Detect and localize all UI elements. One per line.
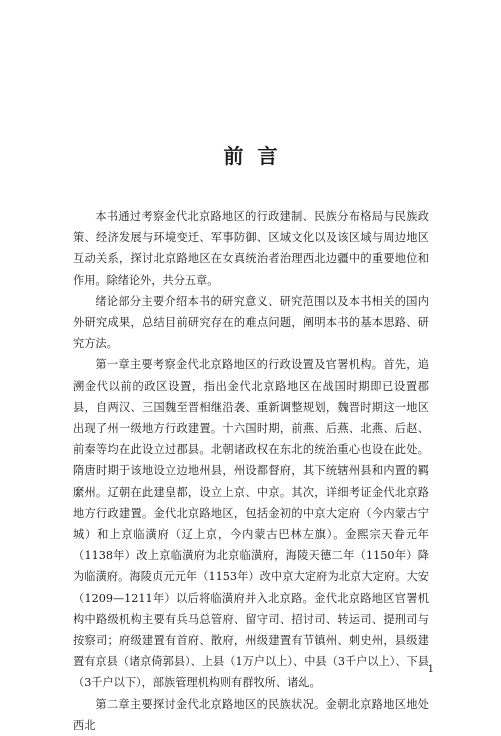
paragraph-introduction-summary: 绪论部分主要介绍本书的研究意义、研究范围以及本书相关的国内外研究成果，总结目前研究存在的难点问题，阐明本书的基本思路、研究方法。: [73, 294, 429, 351]
page-title: 前言: [223, 144, 292, 168]
body-text: [73, 206, 429, 736]
paragraph-chapter-one: 第一章主要考察金代北京路地区的行政设置及官署机构。首先，追溯金代以前的政区设置，指出金代北京路地区在战国时期即已设置郡县，自两汉、三国魏至晋相继沿袭、重新调整规划，魏晋时期这一地区出现了州一级地方行政建置。十六国时期，前燕、后燕、北燕、后赵、前秦等均在此设立过郡县。北朝诸政权在东北的统治重心也设在此处。隋唐时期于该地设立边地州县，州设都督府，其下统辖州县和内置的羁縻州。辽朝在此建皇都，设立上京、中京。其次，详细考证金代北京路地方行政建置。金代北京路地区，包括金初的中京大定府（今内蒙古宁城）和上京临潢府（辽上京，今内蒙古巴林左旗）。金熙宗天眷元年（1138年）改上京临潢府为北京临潢府，海陵天德二年（1150年）降为临潢府。海陵贞元元年（1153年）改中京大定府为北京大定府。大安（1209—1211年）以后将临潢府并入北京路。金代北京路地区官署机构中路级机构主要有兵马总管府、留守司、招讨司、转运司、提刑司与按察司；府级建置有首府、散府，州级建置有节镇州、刺史州，县级建置有京县（诸京倚郭县）、上县（1万户以上）、中县（3千户以上）、下县（3千户以下），部族管理机构则有群牧所、诸乣。: [73, 358, 429, 690]
page-number: 1: [427, 664, 434, 675]
paragraph-intro: 本书通过考察金代北京路地区的行政建制、民族分布格局与民族政策、经济发展与环境变迁、军事防御、区域文化以及该区域与周边地区互动关系，探讨北京路地区在女真统治者治理西北边疆中的重要地位和作用。除绪论外，共分五章。: [73, 210, 429, 287]
paragraph-chapter-two: 第二章主要探讨金代北京路地区的民族状况。金朝北京路地区地处西北: [73, 697, 429, 732]
